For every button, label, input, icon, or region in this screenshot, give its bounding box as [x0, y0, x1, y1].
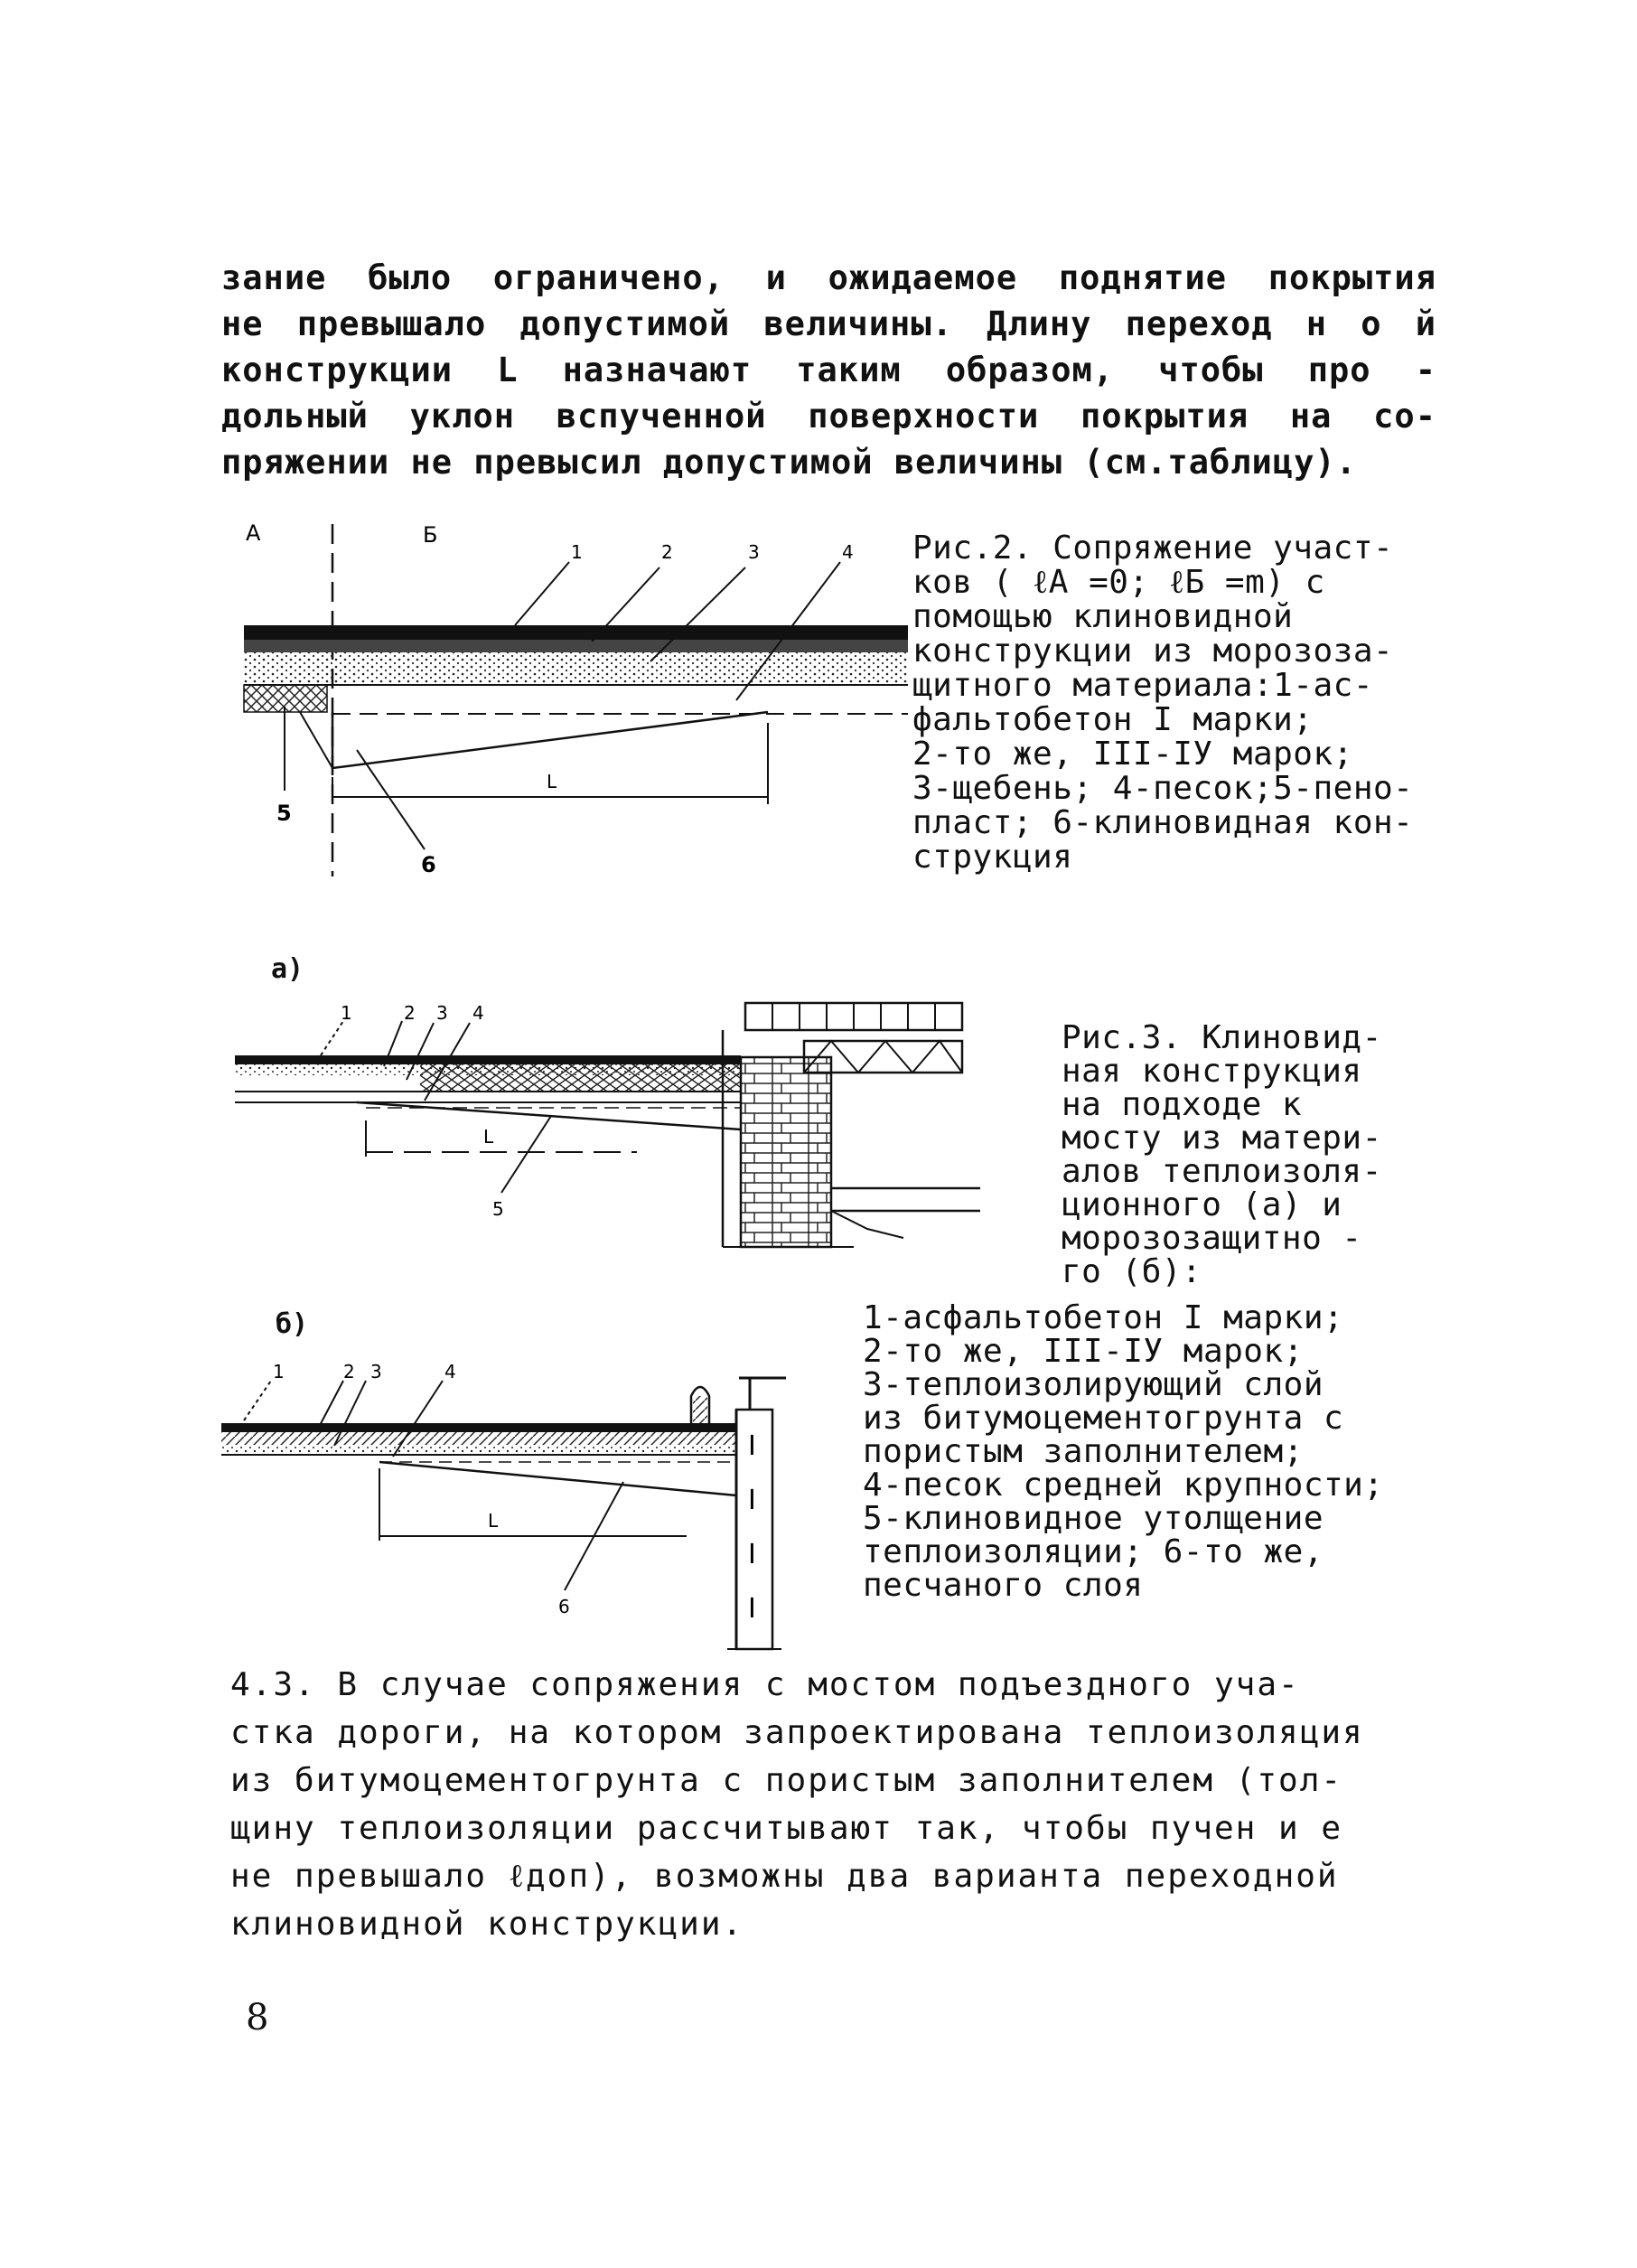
caption-line: 2-то же, III-IУ марок;	[912, 736, 1353, 773]
text-line: щину теплоизоляции рассчитывают так, чтобы пучен и е	[230, 1810, 1343, 1847]
label-6: 6	[421, 852, 436, 877]
layer-1-asphalt	[244, 625, 908, 640]
caption-line: песчаного слоя	[863, 1567, 1144, 1604]
section-b-label: Б	[423, 522, 438, 548]
svg-text:I: I	[748, 1430, 756, 1462]
label-2: 2	[661, 541, 673, 563]
label-5: 5	[276, 801, 292, 826]
svg-text:I: I	[748, 1539, 756, 1570]
length-label: L	[488, 1510, 499, 1532]
caption-line: го (б):	[1062, 1253, 1202, 1290]
text-line: стка дороги, на котором запроектирована теплоизоляция	[230, 1714, 1364, 1751]
paragraph-top	[221, 255, 1436, 485]
caption-line: на подходе к	[1062, 1086, 1303, 1123]
caption-line: 4-песок средней крупности;	[863, 1467, 1384, 1504]
caption-line: 3-теплоизолирующий слой	[863, 1366, 1324, 1403]
layer-2-asphalt	[244, 640, 908, 652]
figure-3-caption-bottom	[863, 1301, 1450, 1602]
wedge-edge	[300, 712, 332, 768]
river-bank	[831, 1188, 980, 1211]
text-line: пряжении не превысил допустимой величины (см.таблицу).	[221, 443, 1357, 482]
wedge-structure	[332, 712, 768, 768]
caption-line: из битумоцементогрунта с	[863, 1400, 1344, 1437]
text-line: из битумоцементогрунта с пористым заполнителем (тол-	[230, 1762, 1343, 1799]
text-line: 4.3. В случае сопряжения с мостом подъездного уча-	[230, 1666, 1300, 1703]
length-label: L	[547, 771, 557, 792]
caption-line: теплоизоляции; 6-то же,	[863, 1533, 1324, 1570]
svg-text:I: I	[748, 1593, 756, 1625]
caption-line: ционного (а) и	[1062, 1186, 1342, 1223]
figure-3a-drawing	[230, 994, 980, 1265]
wedge-line	[357, 1102, 741, 1129]
label-3: 3	[370, 1361, 382, 1382]
page-number: 8	[246, 1997, 269, 2038]
label-3: 3	[436, 1002, 448, 1024]
text-line: конструкции L назначают таким образом, чтобы про -	[221, 351, 1436, 389]
caption-line: щитного материала:1-ас-	[912, 667, 1373, 704]
label-2: 2	[343, 1361, 355, 1382]
label-3: 3	[748, 541, 760, 563]
label-1: 1	[341, 1002, 352, 1024]
text-line: зание было ограничено, и ожидаемое поднятие покрытия	[221, 258, 1436, 297]
caption-line: струкция	[912, 839, 1073, 876]
label-4: 4	[472, 1002, 484, 1024]
caption-line: помощью клиновидной	[912, 598, 1294, 635]
label-5: 5	[492, 1198, 504, 1220]
caption-line: 1-асфальтобетон I марки;	[863, 1299, 1344, 1336]
caption-line: Рис.2. Сопряжение участ-	[912, 530, 1394, 567]
text-line: дольный уклон вспученной поверхности покрытия на со-	[221, 397, 1436, 436]
figure-3b-drawing	[217, 1355, 813, 1654]
figure-3-caption-top	[1062, 1021, 1441, 1289]
label-6: 6	[558, 1596, 570, 1617]
svg-text:I: I	[748, 1485, 756, 1516]
figure-2-caption	[912, 531, 1445, 875]
wedge-line	[379, 1462, 736, 1495]
caption-line: ная конструкция	[1062, 1053, 1362, 1090]
figure-2-drawing	[235, 506, 921, 886]
caption-line: фальтобетон I марки;	[912, 701, 1314, 738]
figure-3a-label: а)	[271, 953, 304, 985]
caption-line: Рис.3. Клиновид-	[1062, 1019, 1382, 1056]
label-2: 2	[404, 1002, 416, 1024]
label-4: 4	[842, 541, 854, 563]
caption-line: конструкции из морозоза-	[912, 633, 1394, 670]
label-4: 4	[444, 1361, 456, 1382]
length-label: L	[483, 1126, 494, 1148]
label-1: 1	[273, 1361, 285, 1382]
figure-3b-label: б)	[276, 1308, 309, 1340]
caption-line: морозозащитно -	[1062, 1220, 1362, 1257]
caption-line: 5-клиновидное утолщение	[863, 1500, 1324, 1537]
label-1: 1	[571, 541, 583, 563]
caption-line: пористым заполнителем;	[863, 1433, 1304, 1470]
caption-line: пласт; 6-клиновидная кон-	[912, 804, 1414, 841]
caption-line: алов теплоизоля-	[1062, 1153, 1382, 1190]
caption-line: 3-щебень; 4-песок;5-пено-	[912, 770, 1414, 807]
section-a-label: А	[246, 520, 261, 546]
paragraph-bottom	[230, 1661, 1445, 1948]
layer-3-gravel	[244, 652, 908, 685]
text-line: не превышало допустимой величины. Длину переход н о й	[221, 305, 1436, 343]
text-line: клиновидной конструкции.	[230, 1906, 744, 1943]
caption-line: 2-то же, III-IУ марок;	[863, 1333, 1304, 1370]
railing	[739, 1378, 786, 1410]
text-line: не превышало ℓдоп), возможны два варианта переходной	[230, 1858, 1339, 1895]
caption-line: ков ( ℓA =0; ℓБ =m) с	[912, 564, 1325, 601]
caption-line: мосту из матери-	[1062, 1120, 1382, 1157]
bridge-abutment	[741, 1057, 831, 1247]
